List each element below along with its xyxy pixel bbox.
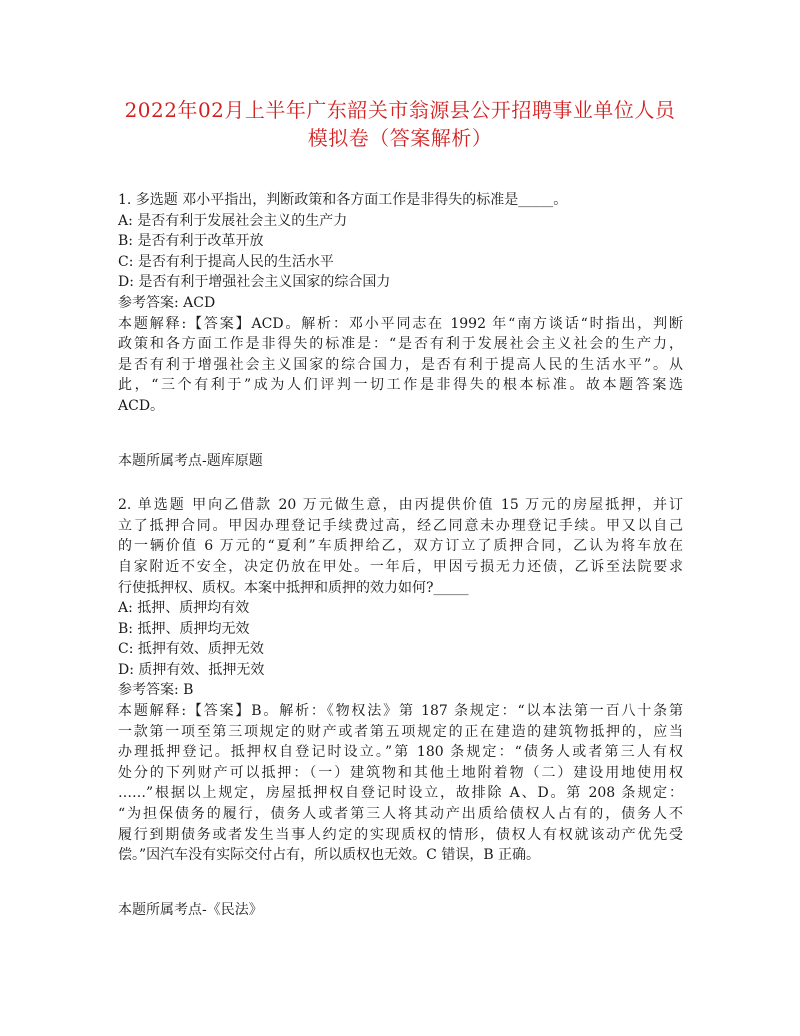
question-2-stem-line: 的一辆价值 6 万元的“夏利”车质押给乙，双方订立了质押合同，乙认为将车放在 xyxy=(118,538,683,555)
question-1-explanation-line: 此，“三个有利于”成为人们评判一切工作是非得失的根本标准。故本题答案选 xyxy=(118,377,683,394)
document-body xyxy=(118,190,683,920)
question-2-stem-line: 自家附近不安全，决定仍放在甲处。一年后，甲因亏损无力还债，乙诉至法院要求 xyxy=(118,558,683,575)
document-title xyxy=(100,96,700,152)
title-line-2: 模拟卷（答案解析） xyxy=(307,126,493,150)
question-2-explanation-line: 办理抵押登记。抵押权自登记时设立。”第 180 条规定：“债务人或者第三人有权 xyxy=(118,744,683,761)
question-2-explanation-line: 偿。”因汽车没有实际交付占有，所以质权也无效。C 错误，B 正确。 xyxy=(118,847,541,864)
question-1-explanation-line: 本题解释:【答案】ACD。解析：邓小平同志在 1992 年“南方谈话“时指出，判断 xyxy=(118,315,683,332)
question-2-option-a: A: 抵押、质押均有效 xyxy=(118,600,250,617)
question-2-explanation-line: 一款第一项至第三项规定的财产或者第五项规定的正在建造的建筑物抵押的，应当 xyxy=(118,723,683,740)
question-1-explanation-line: ACD。 xyxy=(118,397,165,414)
question-2-explanation-line: 本题解释:【答案】B。解析：《物权法》第 187 条规定：“以本法第一百八十条第 xyxy=(118,703,683,720)
question-1-option-a: A: 是否有利于发展社会主义的生产力 xyxy=(118,212,348,229)
question-2-explanation-line: “为担保债务的履行，债务人或者第三人将其动产出质给债权人占有的，债务人不 xyxy=(118,806,683,823)
question-2-option-d: D: 质押有效、抵押无效 xyxy=(118,661,265,678)
question-1-explanation-line: 政策和各方面工作是非得失的标准是：“是否有利于发展社会主义社会的生产力， xyxy=(118,336,683,353)
question-1-option-d: D: 是否有利于增强社会主义国家的综合国力 xyxy=(118,274,391,291)
question-2-explanation-line: ……”根据以上规定，房屋抵押权自登记时设立，故排除 A、D。第 208 条规定： xyxy=(118,785,683,802)
question-1 xyxy=(118,190,683,417)
question-1-option-c: C: 是否有利于提高人民的生活水平 xyxy=(118,253,334,270)
question-1-answer: 参考答案: ACD xyxy=(118,294,216,311)
question-2-stem-line: 立了抵押合同。甲因办理登记手续费过高，经乙同意未办理登记手续。甲又以自己 xyxy=(118,517,683,534)
question-2 xyxy=(118,495,683,866)
question-1-topic: 本题所属考点-题库原题 xyxy=(118,452,263,469)
question-2-option-b: B: 抵押、质押均无效 xyxy=(118,620,250,637)
question-2-topic: 本题所属考点-《民法》 xyxy=(118,901,263,918)
question-2-explanation-line: 履行到期债务或者发生当事人约定的实现质权的情形，债权人有权就该动产优先受 xyxy=(118,826,683,843)
question-1-stem: 1. 多选题 邓小平指出，判断政策和各方面工作是非得失的标准是_____。 xyxy=(118,192,568,208)
question-1-option-b: B: 是否有利于改革开放 xyxy=(118,233,264,250)
question-2-explanation-line: 处分的下列财产可以抵押：（一）建筑物和其他土地附着物（二）建设用地使用权 xyxy=(118,764,683,781)
question-2-option-c: C: 抵押有效、质押无效 xyxy=(118,641,264,658)
title-line-1: 2022年02月上半年广东韶关市翁源县公开招聘事业单位人员 xyxy=(124,98,676,122)
question-1-explanation-line: 是否有利于增强社会主义国家的综合国力，是否有利于提高人民的生活水平”。从 xyxy=(118,356,683,373)
question-2-stem-line: 2. 单选题 甲向乙借款 20 万元做生意，由丙提供价值 15 万元的房屋抵押，并订 xyxy=(118,497,683,514)
question-2-stem-line: 行使抵押权、质权。本案中抵押和质押的效力如何?_____ xyxy=(118,579,469,596)
question-2-answer: 参考答案: B xyxy=(118,682,194,699)
